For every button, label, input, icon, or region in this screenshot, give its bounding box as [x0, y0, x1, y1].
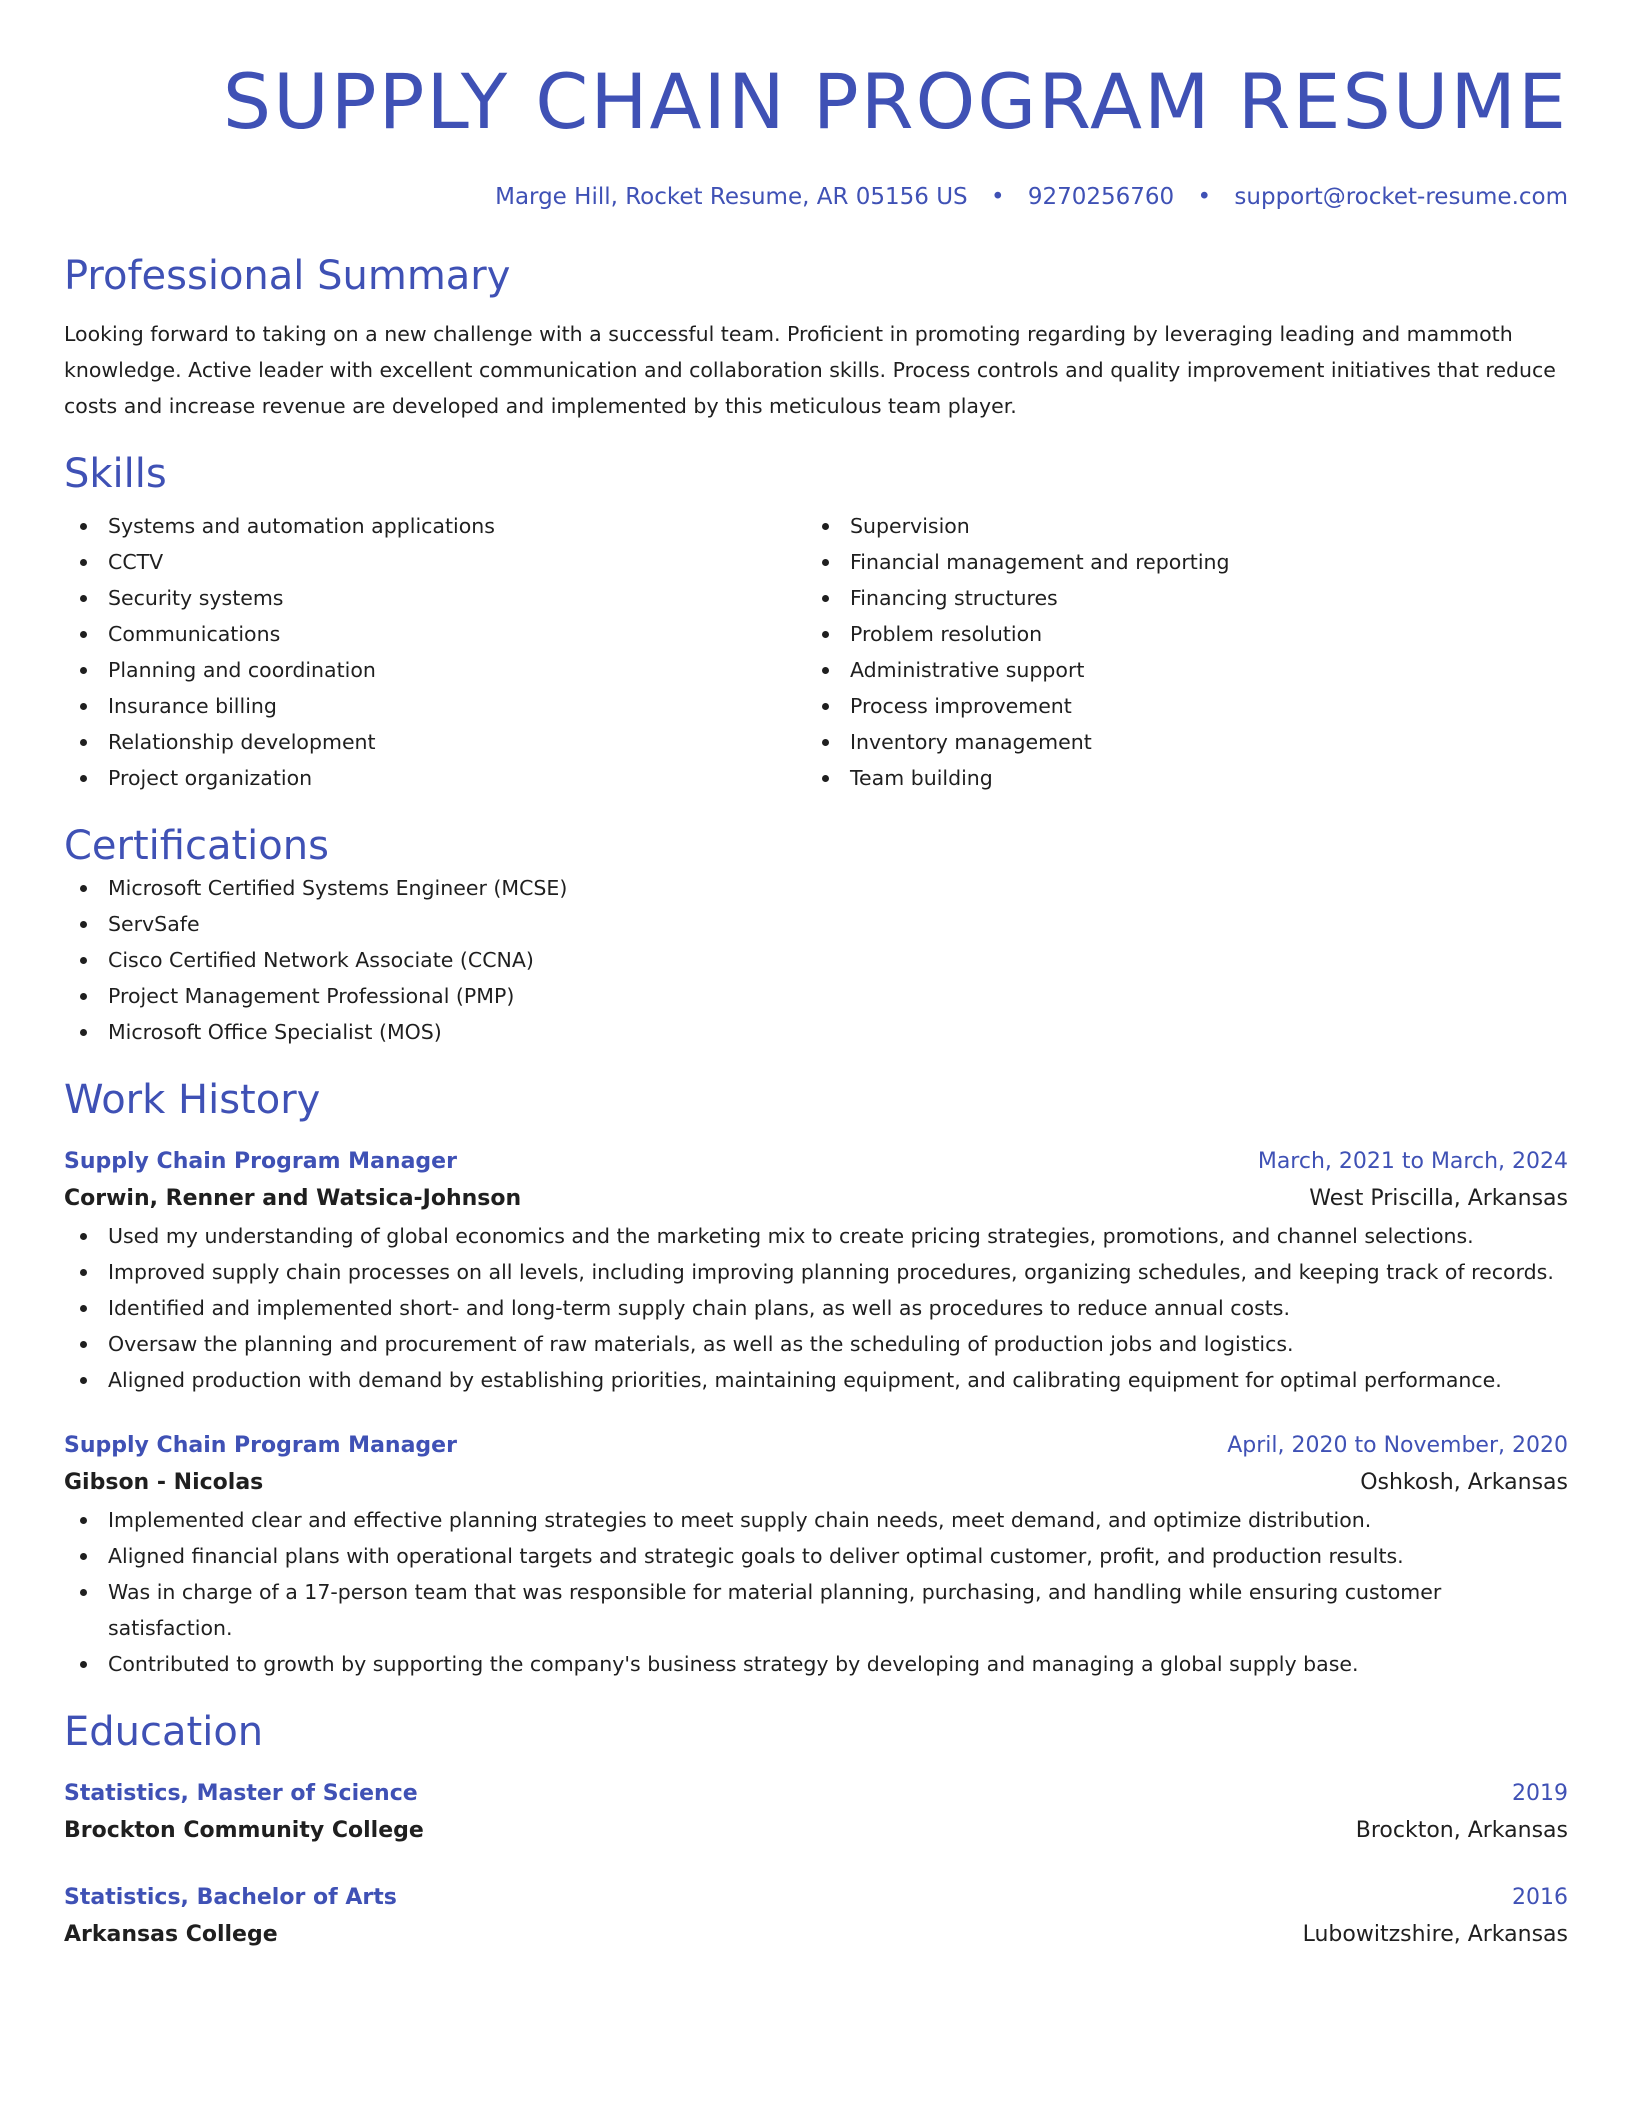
skills-list-right — [806, 508, 1548, 796]
education-degree: Statistics, Bachelor of Arts — [64, 1885, 397, 1910]
skill-item: Financial management and reporting — [806, 544, 1548, 580]
certification-item: Project Management Professional (PMP) — [64, 978, 1568, 1014]
job-header-row — [64, 1144, 1568, 1180]
job-bullet: Implemented clear and effective planning strategies to meet supply chain needs, meet demand, and optimize distribution. — [64, 1502, 1568, 1538]
education-location: Brockton, Arkansas — [1355, 1818, 1568, 1843]
job-bullet: Aligned financial plans with operational targets and strategic goals to deliver optimal customer, profit, and production results. — [64, 1538, 1568, 1574]
contact-email: support@rocket-resume.com — [1234, 184, 1568, 210]
job-company: Gibson - Nicolas — [64, 1470, 264, 1495]
job-title: Supply Chain Program Manager — [64, 1149, 457, 1174]
education-location: Lubowitzshire, Arkansas — [1302, 1922, 1568, 1947]
job-bullet: Identified and implemented short- and long-term supply chain plans, as well as procedures to reduce annual costs. — [64, 1290, 1568, 1326]
contact-phone: 9270256760 — [1027, 184, 1175, 210]
skill-item: Security systems — [64, 580, 806, 616]
education-heading: Education — [64, 1709, 264, 1755]
education-header-row — [64, 1776, 1568, 1812]
resume-title: SUPPLY CHAIN PROGRAM RESUME — [222, 57, 1568, 146]
skill-item: Relationship development — [64, 724, 806, 760]
job-location: West Priscilla, Arkansas — [1309, 1186, 1568, 1211]
job-bullet: Oversaw the planning and procurement of raw materials, as well as the scheduling of production jobs and logistics. — [64, 1326, 1568, 1362]
skill-item: Financing structures — [806, 580, 1548, 616]
skill-item: Communications — [64, 616, 806, 652]
job-title: Supply Chain Program Manager — [64, 1433, 457, 1458]
skill-item: Problem resolution — [806, 616, 1548, 652]
skill-item: Administrative support — [806, 652, 1548, 688]
education-school: Arkansas College — [64, 1922, 278, 1947]
job-company-row — [64, 1464, 1568, 1502]
contact-line — [64, 182, 1568, 212]
skills-heading: Skills — [64, 451, 167, 497]
skill-item: Project organization — [64, 760, 806, 796]
contact-address: Marge Hill, Rocket Resume, AR 05156 US — [495, 184, 968, 210]
skill-item: Insurance billing — [64, 688, 806, 724]
certification-item: Microsoft Certified Systems Engineer (MCSE) — [64, 870, 1568, 906]
job-bullets — [64, 1218, 1568, 1398]
education-year: 2019 — [1512, 1781, 1568, 1806]
skill-item: Supervision — [806, 508, 1548, 544]
skill-item: CCTV — [64, 544, 806, 580]
skill-item: Team building — [806, 760, 1548, 796]
contact-separator: • — [990, 184, 1005, 210]
education-year: 2016 — [1512, 1885, 1568, 1910]
education-entry — [64, 1880, 1568, 1954]
job-company-row — [64, 1180, 1568, 1218]
certification-item: Microsoft Office Specialist (MOS) — [64, 1014, 1568, 1050]
job-bullets — [64, 1502, 1568, 1682]
certification-item: Cisco Certified Network Associate (CCNA) — [64, 942, 1568, 978]
education-school-row — [64, 1916, 1568, 1954]
job-dates: April, 2020 to November, 2020 — [1227, 1433, 1568, 1458]
certification-item: ServSafe — [64, 906, 1568, 942]
job-bullet: Used my understanding of global economics and the marketing mix to create pricing strategies, promotions, and channel selections. — [64, 1218, 1568, 1254]
skill-item: Inventory management — [806, 724, 1548, 760]
job-dates: March, 2021 to March, 2024 — [1257, 1149, 1568, 1174]
education-degree: Statistics, Master of Science — [64, 1781, 418, 1806]
work-history-heading: Work History — [64, 1077, 321, 1123]
skills-grid — [64, 508, 1568, 796]
certifications-heading: Certifications — [64, 823, 329, 869]
job-location: Oshkosh, Arkansas — [1360, 1470, 1568, 1495]
job-company: Corwin, Renner and Watsica-Johnson — [64, 1186, 522, 1211]
skill-item: Systems and automation applications — [64, 508, 806, 544]
job-bullet: Contributed to growth by supporting the company's business strategy by developing and managing a global supply base. — [64, 1646, 1568, 1682]
summary-heading: Professional Summary — [64, 253, 511, 299]
skills-column-left — [64, 508, 806, 796]
job-bullet: Was in charge of a 17-person team that was responsible for material planning, purchasing, and handling while ensuring customer satisfaction. — [64, 1574, 1568, 1646]
education-school-row — [64, 1812, 1568, 1850]
education-entry — [64, 1776, 1568, 1850]
summary-text: Looking forward to taking on a new challenge with a successful team. Proficient in promoting regarding by leveraging leading and mammoth knowledge. Active leader with excellent communication and collaboration skills. Process controls and quality improvement initiatives that reduce costs and increase revenue are developed and implemented by this meticulous team player. — [64, 322, 1556, 418]
skills-column-right — [806, 508, 1548, 796]
skill-item: Planning and coordination — [64, 652, 806, 688]
job-bullet: Improved supply chain processes on all levels, including improving planning procedures, organizing schedules, and keeping track of records. — [64, 1254, 1568, 1290]
job-entry — [64, 1428, 1568, 1682]
skills-list-left — [64, 508, 806, 796]
contact-separator: • — [1197, 184, 1212, 210]
job-header-row — [64, 1428, 1568, 1464]
education-header-row — [64, 1880, 1568, 1916]
skill-item: Process improvement — [806, 688, 1548, 724]
job-bullet: Aligned production with demand by establishing priorities, maintaining equipment, and calibrating equipment for optimal performance. — [64, 1362, 1568, 1398]
education-school: Brockton Community College — [64, 1818, 424, 1843]
job-entry — [64, 1144, 1568, 1398]
certifications-list — [64, 870, 1568, 1050]
